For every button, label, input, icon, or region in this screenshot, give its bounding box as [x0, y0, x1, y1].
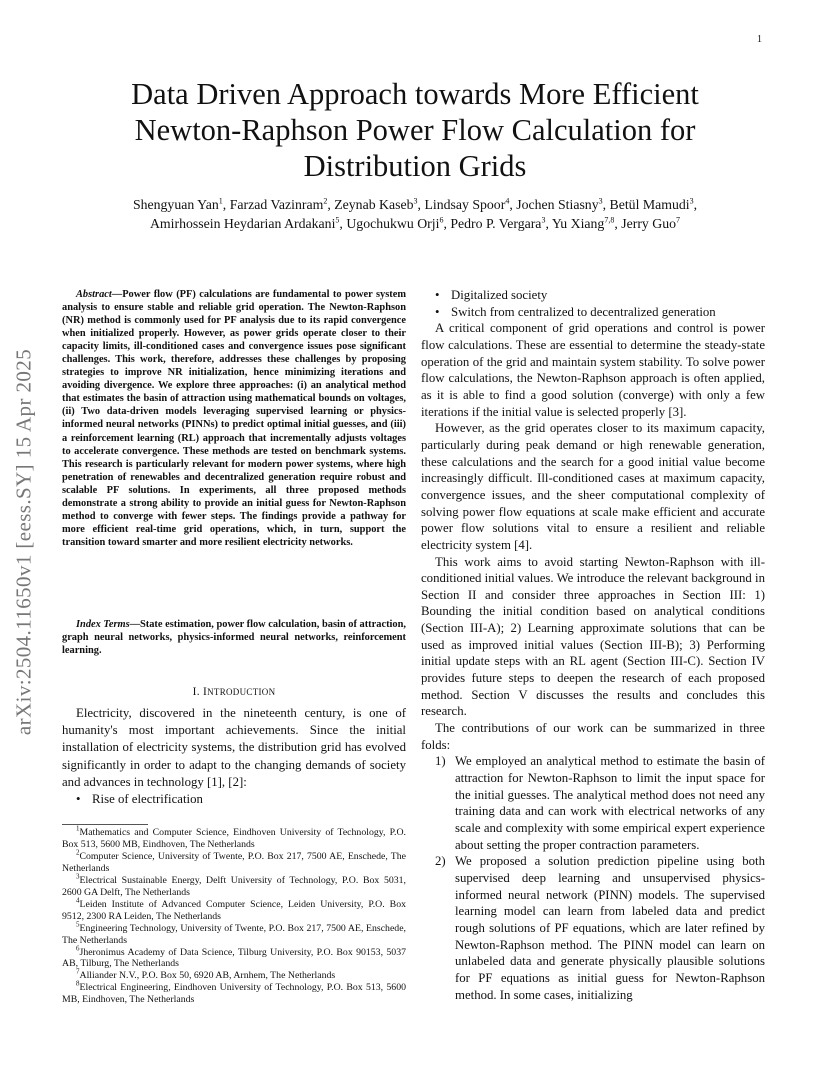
footnote-number: 2: [76, 848, 80, 857]
footnote-number: 7: [76, 968, 80, 977]
footnote-rule: [62, 824, 148, 825]
bullet-text: Rise of electrification: [92, 792, 203, 807]
footnote: [62, 982, 406, 1006]
author-affiliation-mark: 7,8: [604, 214, 615, 224]
page-number: 1: [757, 34, 762, 45]
author-affiliation-mark: 3: [541, 214, 546, 224]
footnote-number: 3: [76, 872, 80, 881]
body-paragraph: A critical component of grid operations and control is power flow calculations. These are essential to determine the steady-state operation of the grid and maintain system stability. To solve power flow calculations, the Newton-Raphson approach is often applied, as it is able to find a good solution (converge) with only a few iterations if the initial value is selected properly [3].: [421, 321, 765, 419]
bullet-item: [62, 791, 406, 808]
author-name: Ugochukwu Orji: [346, 215, 440, 231]
footnote-text: Jheronimus Academy of Data Science, Tilburg University, P.O. Box 90153, 5037 AB, Tilburg, The Netherlands: [62, 946, 406, 970]
footnote: [62, 824, 406, 851]
footnote: [62, 944, 406, 971]
footnote-text: Mathematics and Computer Science, Eindhoven University of Technology, P.O. Box 513, 5600 MB, Eindhoven, The Netherlands: [62, 827, 406, 850]
footnote-number: 8: [76, 980, 80, 989]
contribution-number: 2): [435, 854, 446, 869]
body-paragraph: This work aims to avoid starting Newton-Raphson with ill-conditioned initial values. We introduce the relevant background in Section II and consider three approaches in Section III: 1) Bounding the initial condition based on analytical conditions (Section III-A); 2) Learning approximate solutions that can be used as improved initial values (Section III-B); 3) Performing initial update steps with an RL agent (Section III-C). Section IV provides future steps to deepen the research of each proposed method. Section V discusses the results and concludes this research.: [421, 554, 765, 719]
contribution-item: [421, 853, 765, 1003]
footnote-text: Leiden Institute of Advanced Computer Science, Leiden University, P.O. Box 9512, 2300 RA Leiden, The Netherlands: [62, 898, 406, 922]
footnote-number: 5: [76, 920, 80, 929]
author-name: Betül Mamudi: [609, 197, 690, 212]
contribution-number: 1): [435, 754, 446, 769]
contribution-item: [421, 753, 765, 853]
author-name: Yu Xiang: [551, 215, 605, 231]
abstract-text: —Power flow (PF) calculations are fundamental to power system analysis to ensure stable and reliable grid operation. The Newton-Raphson (NR) method is commonly used for PF analysis due to its rapid convergence when initialized properly. However, as power grids operate closer to their capacity limits, ill-conditioned cases and convergence issues pose significant challenges. This work, therefore, addresses these challenges by proposing strategies to improve NR initialization, hence minimizing iterations and avoiding divergence. We explore three approaches: (i) an analytical method that estimates the basin of attraction using mathematical bounds on voltages, (ii) Two data-driven models leveraging supervised learning or physics-informed neural networks (PINNs) to predict optimal initial guesses, and (iii) a reinforcement learning (RL) approach that incrementally adjusts voltages to accelerate convergence. These methods are tested on benchmark systems. This research is particularly relevant for modern power systems, where high penetration of renewables and decentralized generation require robust and scalable PF solutions. In experiments, all three proposed methods demonstrate a strong ability to provide an initial guess for Newton-Raphson method to converge with fewer steps. The findings provide a pathway for more efficient real-time grid operations, which, in turn, support the transition toward smarter and more resilient electricity networks.: [62, 289, 406, 548]
title-line: Data Driven Approach towards More Efficient: [131, 77, 699, 111]
body-paragraph: However, as the grid operates closer to its maximum capacity, particularly during peak demand or high renewable generation, these calculations and the search for a good initial value become increasingly difficult. Ill-conditioned cases at maximum capacity, convergence issues, and the sheer computational complexity of solving power flow equations at scale make efficient and accurate power flow solutions vital to ensure a resilient and reliable electricity system [4].: [421, 421, 765, 552]
paper-title: [70, 76, 760, 184]
footnote-number: 1: [76, 824, 80, 833]
section-first-letter: I: [203, 686, 208, 698]
footnote-number: 6: [76, 944, 80, 953]
introduction-body: [62, 705, 406, 808]
author-name: Amirhossein Heydarian Ardakani: [149, 215, 336, 231]
author-name: Pedro P. Vergara: [450, 215, 542, 231]
author-name: Shengyuan Yan: [132, 197, 219, 212]
footnote-text: Alliander N.V., P.O. Box 50, 6920 AB, Arnhem, The Netherlands: [79, 970, 336, 982]
footnote-text: Engineering Technology, University of Twente, P.O. Box 217, 7500 AE, Enschede, The Netherlands: [62, 922, 406, 946]
author-affiliation-mark: 1: [218, 196, 223, 206]
bullet-icon: •: [76, 792, 81, 807]
bullet-text: Switch from centralized to decentralized generation: [451, 304, 716, 319]
author-list: Shengyuan Yan$^1$, Farzad Vazinram$^2$, Zeynab Kaseb$^3$, Lindsay Spoor$^4$, Jochen Stiasny$^3$, Betül Mamudi$^3$, Amirhossein Heydarian Ardakani$^5$, Ugochukwu Orji$^6$, Pedro P. Vergara$^3$, Yu Xiang$^{7,8}$, Jerry Guo$^7$: [132, 196, 698, 231]
author-affiliation-mark: 2: [323, 196, 328, 206]
footnote: [62, 970, 406, 982]
contribution-text: We employed an analytical method to estimate the basin of attraction for Newton-Raphson to limit the input space for the initial guesses. The analytical method does not need any training data and can work with electrical networks of any scale and complexity with some empirical expert experience about setting the proper contraction parameters.: [455, 754, 765, 852]
footnote: [62, 848, 406, 875]
author-affiliation-mark: 3: [598, 196, 603, 206]
right-column-body: [421, 287, 765, 1003]
author-affiliation-mark: 3: [689, 196, 694, 206]
bullet-text: Digitalized society: [451, 288, 548, 302]
section-heading: [62, 686, 406, 698]
author-name: Lindsay Spoor: [424, 197, 506, 212]
author-affiliation-mark: 4: [505, 196, 510, 206]
footnote: [62, 872, 406, 899]
index-terms-lead: Index Terms: [76, 619, 130, 630]
footnote-text: Electrical Sustainable Energy, Delft University of Technology, P.O. Box 5031, 2600 GA Delft, The Netherlands: [62, 874, 406, 898]
footnote: [62, 896, 406, 923]
bullet-item: [421, 304, 765, 321]
title-line: Newton-Raphson Power Flow Calculation for: [134, 113, 696, 147]
footnotes: [62, 824, 406, 1006]
section-title-rest: NTRODUCTION: [207, 687, 276, 697]
author-affiliation-mark: 6: [439, 214, 444, 224]
bullet-item: [421, 287, 765, 304]
author-name: Jochen Stiasny: [516, 197, 599, 212]
arxiv-identifier: arXiv:2504.11650v1 [eess.SY] 15 Apr 2025: [11, 348, 36, 736]
abstract: [62, 288, 406, 549]
footnote-text: Electrical Engineering, Eindhoven University of Technology, P.O. Box 513, 5600 MB, Eindhoven, The Netherlands: [62, 982, 406, 1006]
abstract-lead: Abstract: [76, 289, 112, 300]
author-name: Farzad Vazinram: [229, 197, 324, 212]
bullet-icon: •: [435, 288, 440, 302]
index-terms-text: —State estimation, power flow calculation, basin of attraction, graph neural networks, physics-informed neural networks, reinforcement learning.: [62, 619, 406, 657]
author-name: Jerry Guo: [621, 215, 677, 231]
section-number: I.: [192, 686, 203, 698]
author-affiliation-mark: 7: [676, 214, 681, 224]
contribution-text: We proposed a solution prediction pipeline using both supervised deep learning and unsupervised physics-informed neural network (PINN) models. The supervised learning model can learn from labeled data and predict rough solutions of PF equations, which are later refined by Newton-Raphson method. The PINN model can learn on unlabeled data and generate physically plausible solutions for PF equations as initial guess for Newton-Raphson method. In some cases, initializing: [455, 854, 765, 1002]
bullet-icon: •: [435, 304, 440, 319]
footnote: [62, 920, 406, 947]
intro-paragraph: Electricity, discovered in the nineteenth century, is one of humanity's most important achievements. Since the initial installation of electricity systems, the distribution grid has evolved significantly in order to adapt to the changing demands of society and advances in technology [1], [2]:: [62, 706, 406, 789]
author-affiliation-mark: 5: [335, 214, 340, 224]
body-paragraph: The contributions of our work can be summarized in three folds:: [421, 721, 765, 752]
footnote-text: Computer Science, University of Twente, P.O. Box 217, 7500 AE, Enschede, The Netherlands: [62, 850, 406, 874]
author-name: Zeynab Kaseb: [334, 197, 414, 212]
author-affiliation-mark: 3: [413, 196, 418, 206]
footnote-number: 4: [76, 896, 80, 905]
index-terms: [62, 618, 406, 657]
title-line: Distribution Grids: [303, 149, 527, 183]
